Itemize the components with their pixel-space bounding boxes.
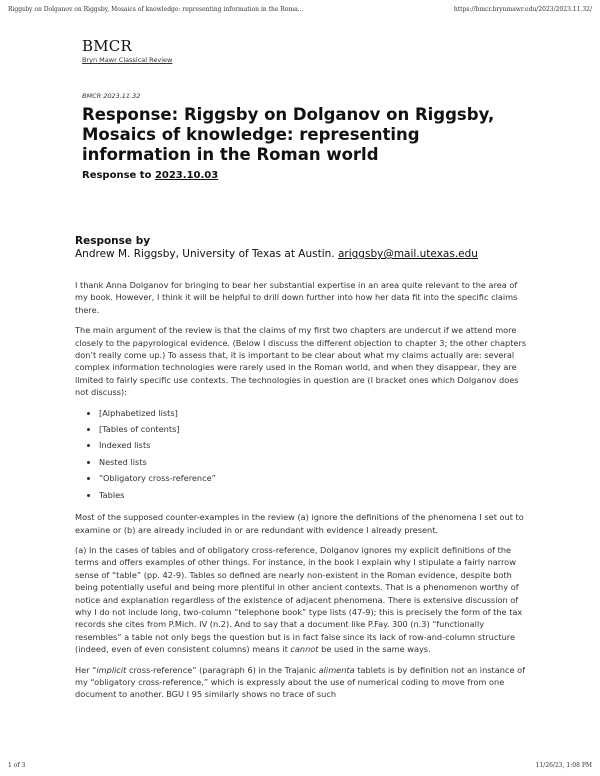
print-footer	[8, 762, 592, 769]
print-header-url: https://bmcr.brynmawr.edu/2023/2023.11.32/	[453, 6, 592, 13]
paragraph-4-text: (a) In the cases of tables and of obligatory cross-reference, Dolganov ignores my explicit definitions of the terms and offers examples of other things. For instance, in the book I explain why I stipulate a fairly narrow sense of “table” (pp. 42-9). Tables so defined are nearly non-existent in the Roman evidence, despite both being potentially useful and being more plentiful in other ancient contexts. That is a phenomenon worthy of notice and explanation regardless of the existence of adjacent phenomena. There is extensive discussion of why I do not include long, two-column “telephone book” type lists (47-9); this is precisely the form of the tax records she cites from P.Mich. IV (n.2). And to say that a document like P.Fay. 300 (n.3) “functionally resembles” a table not only begs the question but is in fact false since its lack of row-and-column structure (indeed, even of even consistent columns) means it	[75, 544, 523, 655]
paragraph-5-emphasis-implicit: implicit	[96, 664, 127, 675]
bmcr-subtitle-link[interactable]: Bryn Mawr Classical Review	[82, 56, 173, 64]
paragraph-2: The main argument of the review is that the claims of my first two chapters are undercut if we attend more closely to the papyrological evidence. (Below I discuss the different objection to chapter 3; the other chapters don’t really come up.) To assess that, it is important to be clear about what my claims actually are: several complex information technologies were rarely used in the Roman world, and when they disappear, they are limited to fairly specific use contexts. The technologies in question are (I bracket ones which Dolganov does not discuss):	[75, 325, 527, 398]
paragraph-3: Most of the supposed counter-examples in the review (a) ignore the definitions of the phenomena I set out to examine or (b) are already included in or are redundant with evidence I already present.	[75, 512, 524, 535]
list-item: • [Tables of contents]	[99, 423, 530, 435]
list-item: • “Obligatory cross-reference”	[99, 472, 530, 484]
article-header	[82, 92, 522, 181]
masthead	[82, 37, 172, 64]
article-body	[75, 279, 530, 709]
author-email-link[interactable]: ariggsby@mail.utexas.edu	[337, 248, 478, 260]
paragraph-4-end: be used in the same ways.	[318, 644, 431, 655]
author-block	[75, 235, 535, 261]
paragraph-5	[75, 664, 530, 701]
author-name: Andrew M. Riggsby, University of Texas at Austin.	[75, 248, 335, 260]
citation-id: BMCR 2023.11.32	[82, 92, 141, 100]
response-to	[82, 170, 522, 181]
list-item: • Indexed lists	[99, 439, 530, 451]
paragraph-5-rest: tablets is by definition not an instance of my “obligatory cross-reference,” which is expressly about the use of numerical coding to move from one document to another. BGU I 95 similarly shows no trace of such	[75, 664, 525, 700]
paragraph-5-emphasis-alimenta: alimenta	[318, 664, 355, 675]
paragraph-5-prefix: Her “	[75, 664, 97, 675]
response-to-link[interactable]: 2023.10.03	[154, 170, 219, 181]
page-count: 1 of 3	[8, 762, 26, 769]
response-to-label: Response to	[82, 170, 152, 181]
bmcr-logo[interactable]: BMCR	[82, 37, 132, 55]
paragraph-4-emphasis: cannot	[290, 644, 319, 655]
print-timestamp: 11/26/23, 1:08 PM	[535, 762, 592, 769]
technology-list	[75, 407, 530, 501]
list-item: • Nested lists	[99, 456, 530, 468]
page-title: Response: Riggsby on Dolganov on Riggsby, Mosaics of knowledge: representing information in the Roman world	[82, 105, 495, 164]
paragraph-1: I thank Anna Dolganov for bringing to bear her substantial expertise in an area quite relevant to the area of my book. However, I think it will be helpful to drill down further into how her data fit into the specific claims there.	[75, 280, 518, 315]
print-header	[8, 6, 592, 13]
list-item: • Tables	[99, 489, 530, 501]
print-header-title: Riggsby on Dolganov on Riggsby, Mosaics of knowledge: representing information in the Roma...	[8, 6, 304, 13]
list-item: • [Alphabetized lists]	[99, 407, 530, 419]
author-line	[75, 248, 535, 261]
paragraph-5-mid: cross-reference” (paragraph 6) in the Trajanic	[126, 664, 319, 675]
paragraph-4	[75, 544, 530, 656]
author-heading: Response by	[75, 235, 151, 247]
